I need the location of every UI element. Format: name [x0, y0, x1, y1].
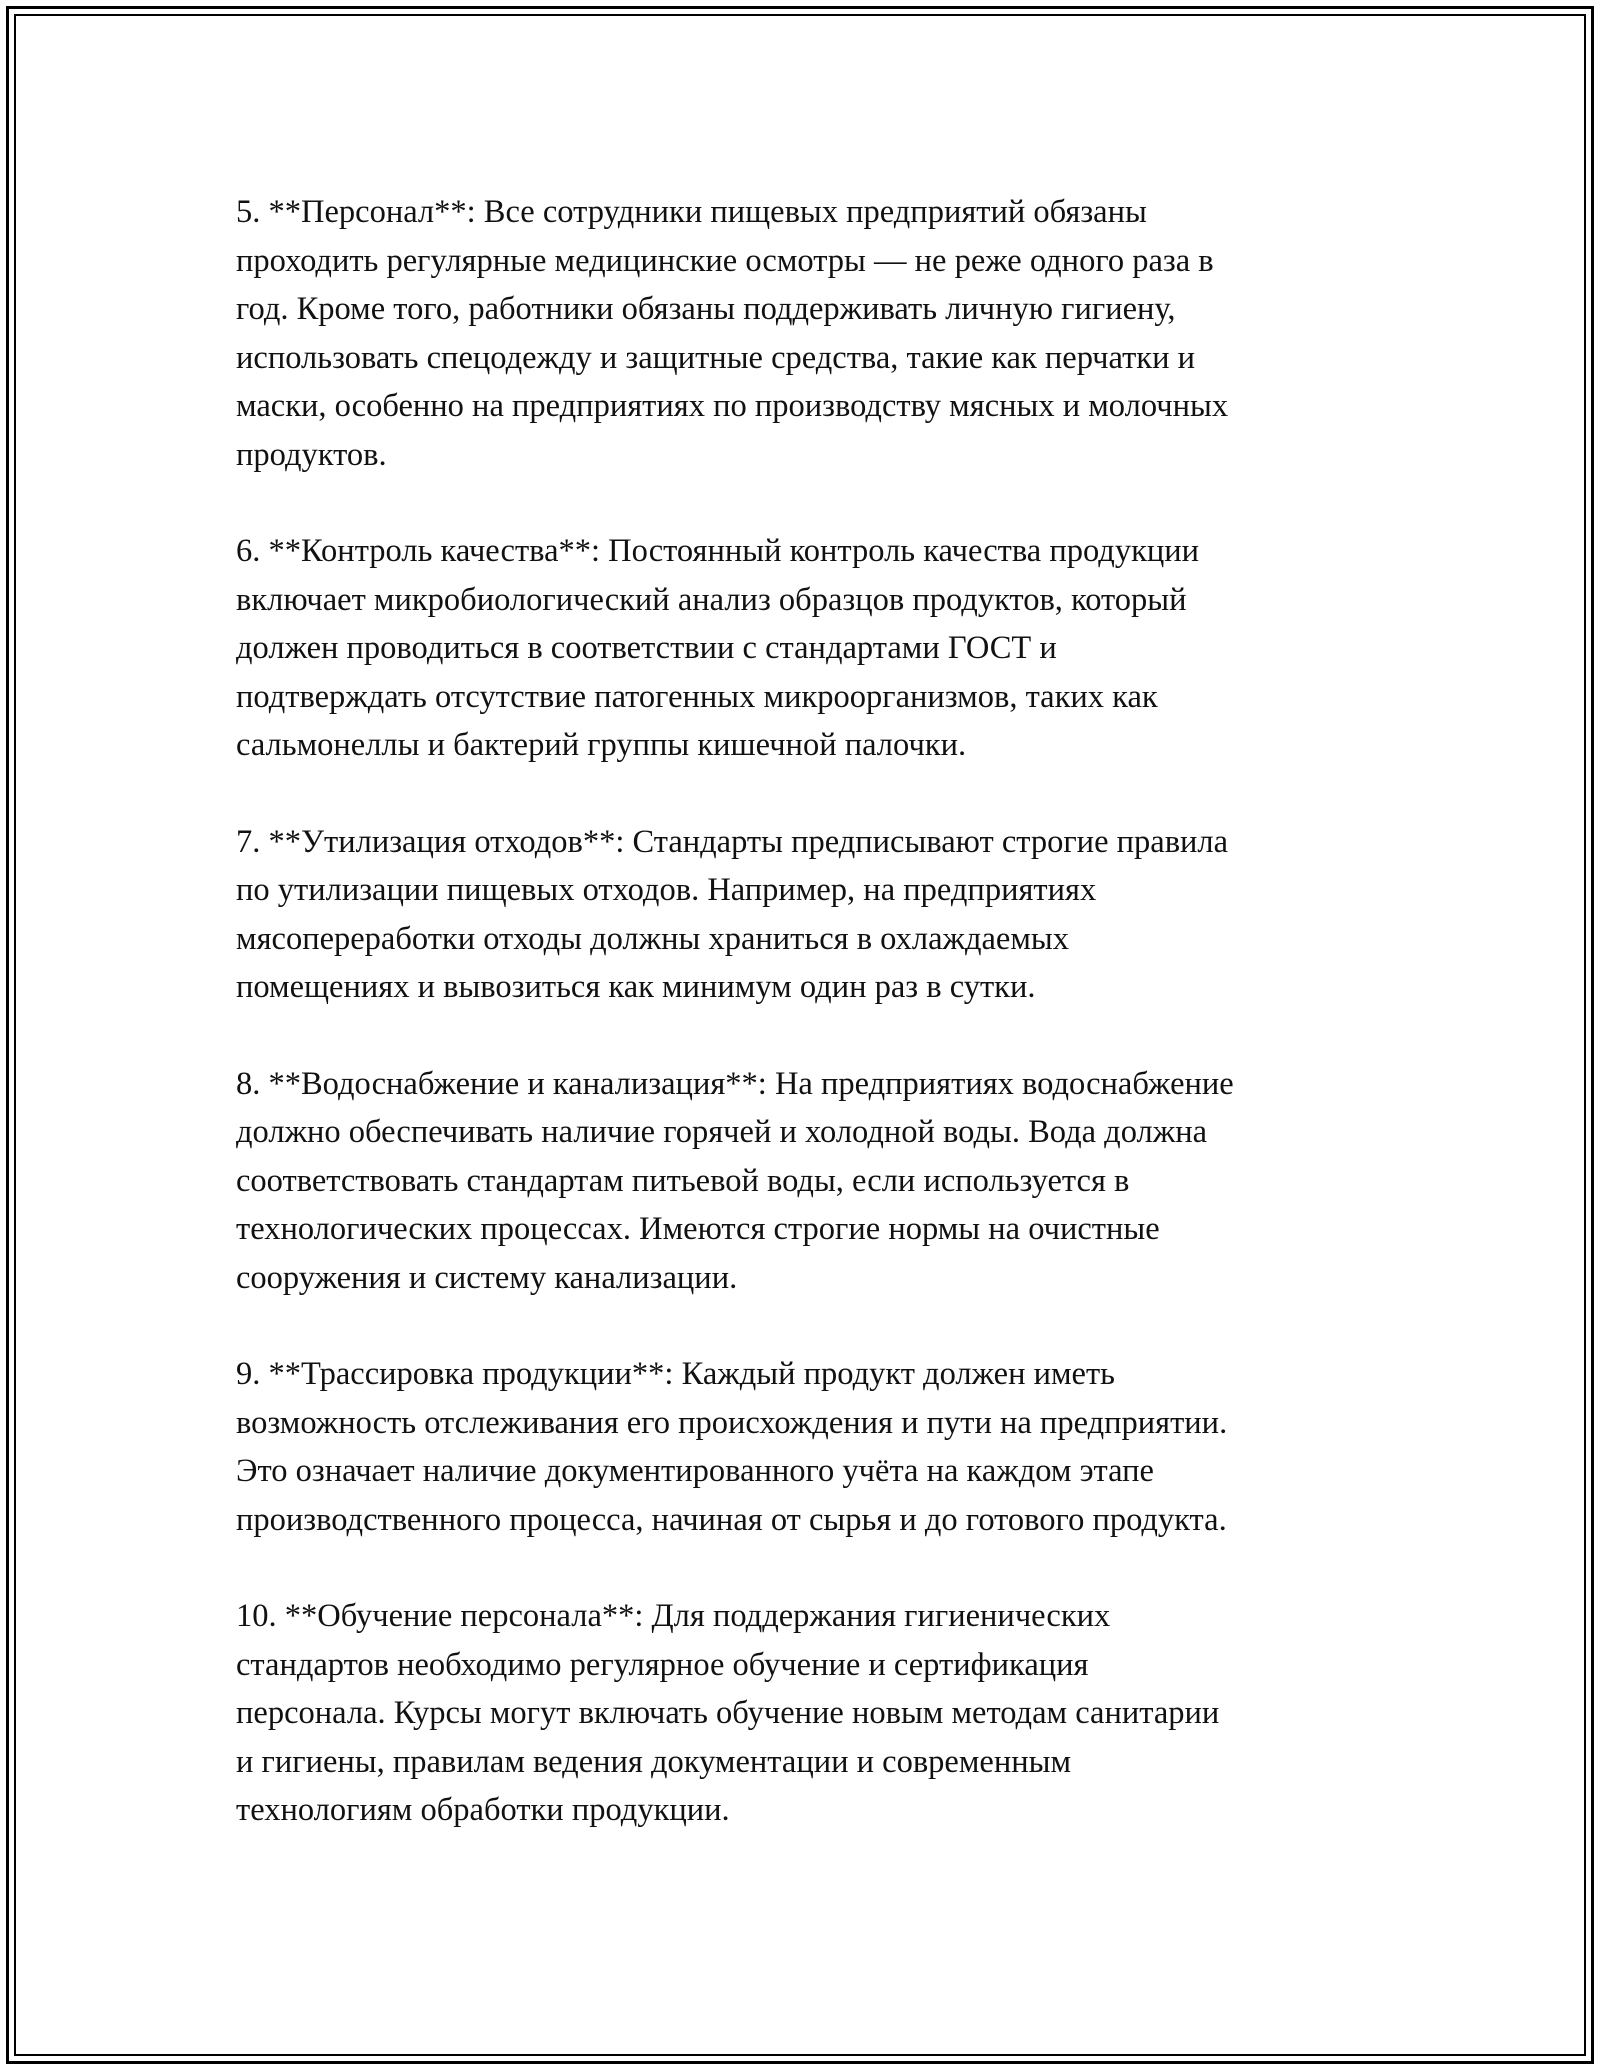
text-line: соответствовать стандартам питьевой воды, если используется в [236, 1162, 1130, 1199]
text-line: сооружения и систему канализации. [236, 1259, 738, 1296]
paragraph-personnel [236, 188, 1386, 479]
text-line: 10. **Обучение персонала**: Для поддержания гигиенических [236, 1598, 1111, 1634]
text-line: проходить регулярные медицинские осмотры — не реже одного раза в [236, 242, 1214, 279]
text-line: технологических процессах. Имеются строгие нормы на очистные [236, 1211, 1160, 1247]
text-line: должно обеспечивать наличие горячей и холодной воды. Вода должна [236, 1114, 1208, 1150]
paragraph-staff-training [236, 1592, 1386, 1835]
text-line: 9. **Трассировка продукции**: Каждый продукт должен иметь [236, 1356, 1115, 1392]
text-line: персонала. Курсы могут включать обучение новым методам санитарии [236, 1695, 1220, 1731]
text-line: помещениях и вывозиться как минимум один раз в сутки. [236, 969, 1036, 1005]
paragraph-waste-disposal [236, 818, 1386, 1012]
document-body [236, 188, 1386, 1883]
text-line: 5. **Персонал**: Все сотрудники пищевых предприятий обязаны [236, 194, 1147, 230]
text-line: подтверждать отсутствие патогенных микроорганизмов, таких как [236, 678, 1158, 715]
text-line: возможность отслеживания его происхождения и пути на предприятии. [236, 1404, 1228, 1441]
text-line: включает микробиологический анализ образцов продуктов, который [236, 581, 1187, 618]
text-line: по утилизации пищевых отходов. Например, на предприятиях [236, 872, 1097, 908]
text-line: должен проводиться в соответствии с стандартами ГОСТ и [236, 630, 1057, 666]
text-line: маски, особенно на предприятиях по производству мясных и молочных [236, 388, 1229, 424]
text-line: 7. **Утилизация отходов**: Стандарты предписывают строгие правила [236, 823, 1229, 860]
text-line: мясопереработки отходы должны храниться в охлаждаемых [236, 920, 1069, 957]
paragraph-water-supply [236, 1060, 1386, 1303]
paragraph-quality-control [236, 527, 1386, 770]
text-line: 6. **Контроль качества**: Постоянный контроль качества продукции [236, 533, 1200, 569]
paragraph-traceability [236, 1350, 1386, 1544]
text-line: и гигиены, правилам ведения документации и современным [236, 1743, 1072, 1780]
text-line: технологиям обработки продукции. [236, 1792, 730, 1828]
text-line: производственного процесса, начиная от сырья и до готового продукта. [236, 1501, 1227, 1538]
text-line: Это означает наличие документированного учёта на каждом этапе [236, 1453, 1154, 1489]
text-line: сальмонеллы и бактерий группы кишечной палочки. [236, 727, 967, 763]
text-line: год. Кроме того, работники обязаны поддерживать личную гигиену, [236, 291, 1176, 327]
text-line: использовать спецодежду и защитные средства, такие как перчатки и [236, 339, 1195, 376]
text-line: продуктов. [236, 436, 387, 473]
text-line: стандартов необходимо регулярное обучение и сертификация [236, 1646, 1089, 1683]
text-line: 8. **Водоснабжение и канализация**: На предприятиях водоснабжение [236, 1065, 1234, 1102]
